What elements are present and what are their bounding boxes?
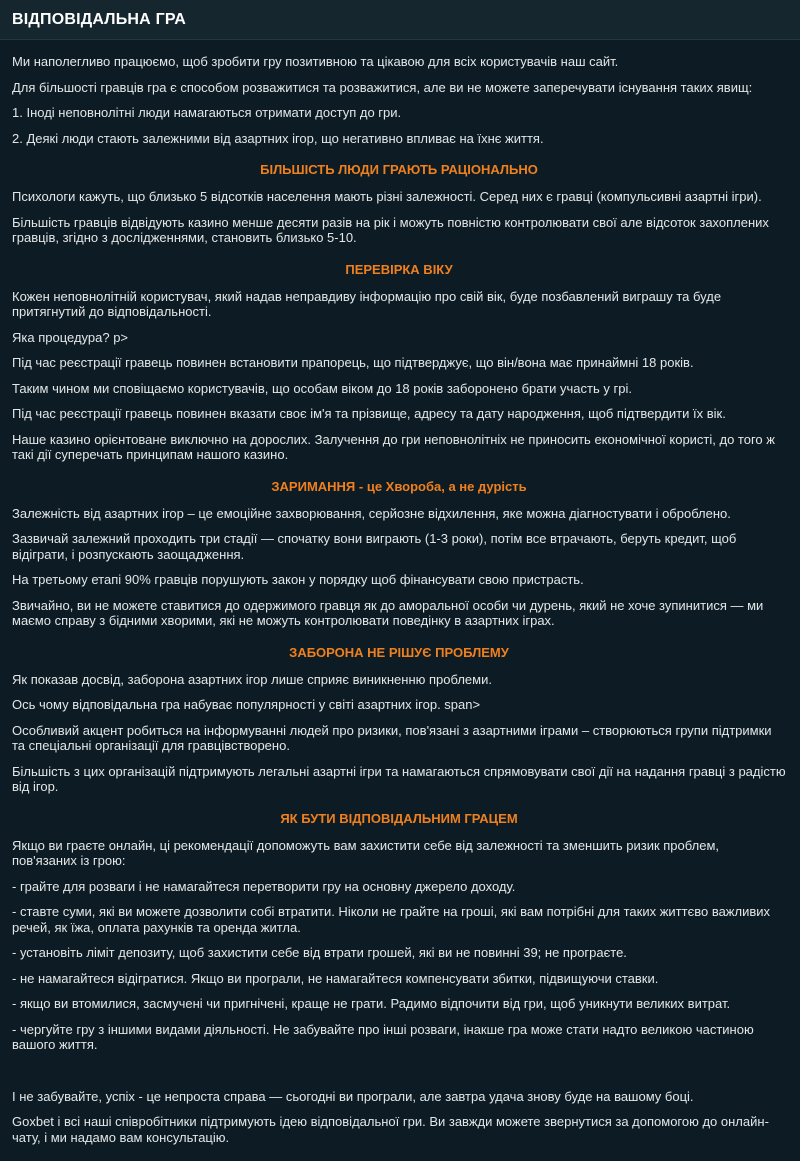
section-paragraph: Особливий акцент робиться на інформуванні людей про ризики, пов'язані з азартними іграми – створюються групи підтримки та спеціальні організації для гравцівстворено.	[12, 722, 772, 753]
section-paragraph: Наше казино орієнтоване виключно на дорослих. Залучення до гри неповнолітніх не приносить економічної користі, до того ж такі дії суперечать принципам нашого казино.	[12, 431, 775, 462]
section-paragraph: Якщо ви граєте онлайн, ці рекомендації допоможуть вам захистити себе від залежності та зменшить ризик проблем, пов'язаних із грою:	[12, 837, 719, 868]
intro-list-item: 2. Деякі люди стають залежними від азартних ігор, що негативно впливає на їхнє життя.	[12, 130, 544, 146]
tip-item: - установіть ліміт депозиту, щоб захистити себе від втрати грошей, які ви не повинні 39; не програєте.	[12, 945, 627, 960]
page-title: ВІДПОВІДАЛЬНА ГРА	[12, 10, 187, 28]
section-paragraph: Психологи кажуть, що близько 5 відсотків населення мають різні залежності. Серед них є гравці (компульсивні азартні ігри).	[12, 189, 762, 204]
tip-item: - ставте суми, які ви можете дозволити собі втратити. Ніколи не грайте на гроші, які вам потрібні для таких життєво важливих речей, як їжа, оплата рахунків та оренда житла.	[12, 904, 771, 935]
section-paragraph: Звичайно, ви не можете ставитися до одержимого гравця як до аморальної особи чи дурень, який не хоче зупинитися — ми маємо справу з бідними хворими, які не можуть контролювати поведінку в азартних іграх.	[12, 597, 764, 628]
section-paragraph: Під час реєстрації гравець повинен вказати своє ім'я та прізвище, адресу та дату народження, щоб підтвердити їх вік.	[12, 406, 726, 421]
article-content	[0, 40, 800, 1145]
tip-item: - грайте для розваги і не намагайтеся перетворити гру на основну джерело доходу.	[12, 878, 516, 894]
section-heading-rational: БІЛЬШІСТЬ ЛЮДИ ГРАЮТЬ РАЦІОНАЛЬНО	[260, 162, 538, 177]
section-paragraph: Зазвичай залежний проходить три стадії — спочатку вони виграють (1-3 роки), потім все втрачають, беруть кредит, щоб відіграти, і розпускають заощадження.	[12, 531, 737, 562]
section-paragraph: Як показав досвід, заборона азартних ігор лише сприяє виникненню проблеми.	[12, 671, 492, 687]
intro-paragraph: Для більшості гравців гра є способом розважитися та розважитися, але ви не можете заперечувати існування таких явищ:	[12, 79, 753, 95]
section-paragraph: Більшість гравців відвідують казино менше десяти разів на рік і можуть повністю контролювати свої але відсоток захоплених гравців, згідно з дослідженнями, становить близько 5-10.	[12, 214, 769, 245]
tip-item: - не намагайтеся відігратися. Якщо ви програли, не намагайтеся компенсувати збитки, підвищуючи ставки.	[12, 970, 659, 986]
section-heading-how-to: ЯК БУТИ ВІДПОВІДАЛЬНИМ ГРАЦЕМ	[280, 810, 518, 826]
section-heading-age-check: ПЕРЕВІРКА ВІКУ	[345, 261, 453, 277]
section-paragraph: Яка процедура? p>	[12, 329, 129, 345]
section-paragraph: Кожен неповнолітній користувач, який надав неправдиву інформацію про свій вік, буде позбавлений виграшу та буде притягнутий до відповідальності.	[12, 288, 722, 319]
closing-paragraph: Goxbet і всі наші співробітники підтримують ідею відповідальної гри. Ви завжди можете звернутися за допомогою до онлайн-чату, і ми надамо вам консультацію.	[12, 1114, 769, 1145]
tip-item: - якщо ви втомилися, засмучені чи пригнічені, краще не грати. Радимо відпочити від гри, щоб уникнути великих витрат.	[12, 996, 731, 1011]
section-paragraph: На третьому етапі 90% гравців порушують закон у порядку щоб фінансувати свою пристрасть.	[12, 572, 584, 587]
section-paragraph: Більшість з цих організацій підтримують легальні азартні ігри та намагаються спрямовувати свої дії на надання гравці з радістю від ігор.	[12, 763, 786, 794]
section-paragraph: Залежність від азартних ігор – це емоційне захворювання, серйозне відхилення, яке можна діагностувати і оброблено.	[12, 505, 731, 521]
section-paragraph: Таким чином ми сповіщаємо користувачів, що особам віком до 18 років заборонено брати участь у грі.	[12, 380, 632, 396]
closing-paragraph: І не забувайте, успіх - це непроста справа — сьогодні ви програли, але завтра удача знову буде на вашому боці.	[12, 1088, 694, 1104]
section-paragraph: Під час реєстрації гравець повинен встановити прапорець, що підтверджує, що він/вона має принаймні 18 років.	[12, 355, 694, 370]
intro-paragraph: Ми наполегливо працюємо, щоб зробити гру позитивною та цікавою для всіх користувачів наш сайт.	[12, 54, 619, 69]
page-header	[0, 0, 800, 40]
section-paragraph: Ось чому відповідальна гра набуває популярності у світі азартних ігор. span>	[12, 697, 481, 712]
section-heading-addiction: ЗАРИМАННЯ - це Хвороба, а не дурість	[271, 478, 527, 494]
section-heading-ban: ЗАБОРОНА НЕ РІШУЄ ПРОБЛЕМУ	[289, 644, 509, 660]
intro-list-item: 1. Іноді неповнолітні люди намагаються отримати доступ до гри.	[12, 105, 402, 120]
tip-item: - чергуйте гру з іншими видами діяльності. Не забувайте про інші розваги, інакше гра може стати надто великою частиною вашого життя.	[12, 1021, 754, 1052]
spacer	[12, 1063, 786, 1089]
